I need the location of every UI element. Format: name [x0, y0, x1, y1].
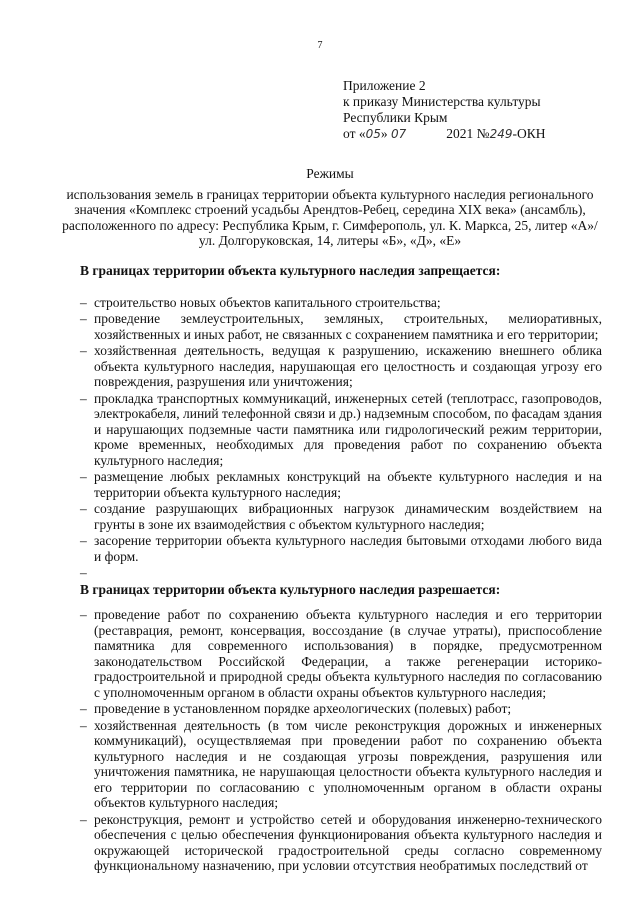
dash-glyph: –	[80, 565, 87, 580]
prohibited-heading: В границах территории объекта культурного наследия запрещается:	[80, 263, 501, 278]
date-year: 2021 №	[446, 126, 490, 141]
appendix-line-3: Республики Крым	[343, 110, 448, 125]
date-mid: »	[380, 126, 392, 141]
appendix-line-1: Приложение 2	[343, 78, 426, 93]
title-line-3: расположенного по адресу: Республика Крым, г. Симферополь, ул. К. Маркса, 25, литер «А»/	[62, 217, 598, 233]
list-item: – строительство новых объектов капитального строительства;	[80, 295, 602, 311]
title-heading: Режимы	[306, 166, 354, 181]
list-item: – хозяйственная деятельность, ведущая к разрушению, искажению внешнего облика объекта культурного наследия, нарушающая его целостность и создающая угрозу его повреждения, разрушения или уничтожения;	[80, 343, 602, 390]
handwritten-month: 07	[391, 127, 407, 141]
list-item: – прокладка транспортных коммуникаций, инженерных сетей (теплотрасс, газопроводов, электрокабеля, линий телефонной связи и др.) надземным способом, по фасадам здания и нарушающих подземные части памятника или гидрологический режим территории, кроме временных, необходимых для проведения работ по сохранению объекта культурного наследия;	[80, 391, 602, 469]
empty-list-dash	[80, 565, 602, 581]
appendix-date-line	[343, 126, 603, 142]
page-number: 7	[317, 40, 323, 51]
appendix-line-2: к приказу Министерства культуры	[343, 94, 541, 109]
list-item: – засорение территории объекта культурного наследия бытовыми отходами любого вида и форм.	[80, 533, 602, 564]
list-item: – хозяйственная деятельность (в том числе реконструкция дорожных и инженерных коммуникаций), осуществляемая при проведении работ по сохранению объекта культурного наследия и не создающая угрозы повреждения, разрушения или уничтожения памятника, не нарушающая целостности объекта культурного наследия и его территории по согласованию с уполномоченным органом в области охраны объектов культурного наследия;	[80, 718, 602, 811]
list-item: – проведение землеустроительных, земляных, строительных, мелиоративных, хозяйственных и иных работ, не связанных с сохранением памятника и его территории;	[80, 311, 602, 342]
prohibited-list	[80, 295, 602, 565]
document-title	[60, 166, 600, 249]
handwritten-order-number: 249	[489, 127, 513, 141]
appendix-block	[343, 78, 603, 142]
handwritten-day: 05	[365, 127, 381, 141]
order-number-suffix: -ОКН	[512, 126, 546, 141]
document-body	[80, 263, 602, 875]
permitted-heading: В границах территории объекта культурного наследия разрешается:	[80, 581, 501, 597]
title-line-2: значения «Комплекс строений усадьбы Арендтов-Ребец, середина XIX века» (ансамбль),	[74, 202, 586, 217]
title-line-1: использования земель в границах территории объекта культурного наследия регионального	[66, 186, 594, 202]
date-prefix: от «	[343, 126, 366, 141]
title-line-4: ул. Долгоруковская, 14, литеры «Б», «Д», «Е»	[198, 233, 462, 248]
permitted-list	[80, 607, 602, 874]
list-item: – создание разрушающих вибрационных нагрузок динамическим воздействием на грунты в зоне их взаимодействия с объектом культурного наследия;	[80, 501, 602, 532]
list-item: – проведение работ по сохранению объекта культурного наследия и его территории (реставрация, ремонт, консервация, воссоздание (в случае утраты), приспособление памятника для современного использования) в порядке, предусмотренном законодательством Российской Федерации, а также регенерации историко-градостроительной и природной среды объекта культурного наследия по согласованию с уполномоченным органом в области охраны объектов культурного наследия;	[80, 607, 602, 700]
list-item: – реконструкция, ремонт и устройство сетей и оборудования инженерно-технического обеспечения с целью обеспечения функционирования объекта культурного наследия и окружающей исторической градостроительной среды согласно современному функциональному назначению, при условии отсутствия необратимых последствий от	[80, 812, 602, 874]
list-item: – размещение любых рекламных конструкций на объекте культурного наследия и на территории объекта культурного наследия;	[80, 469, 602, 500]
list-item: – проведение в установленном порядке археологических (полевых) работ;	[80, 701, 602, 717]
